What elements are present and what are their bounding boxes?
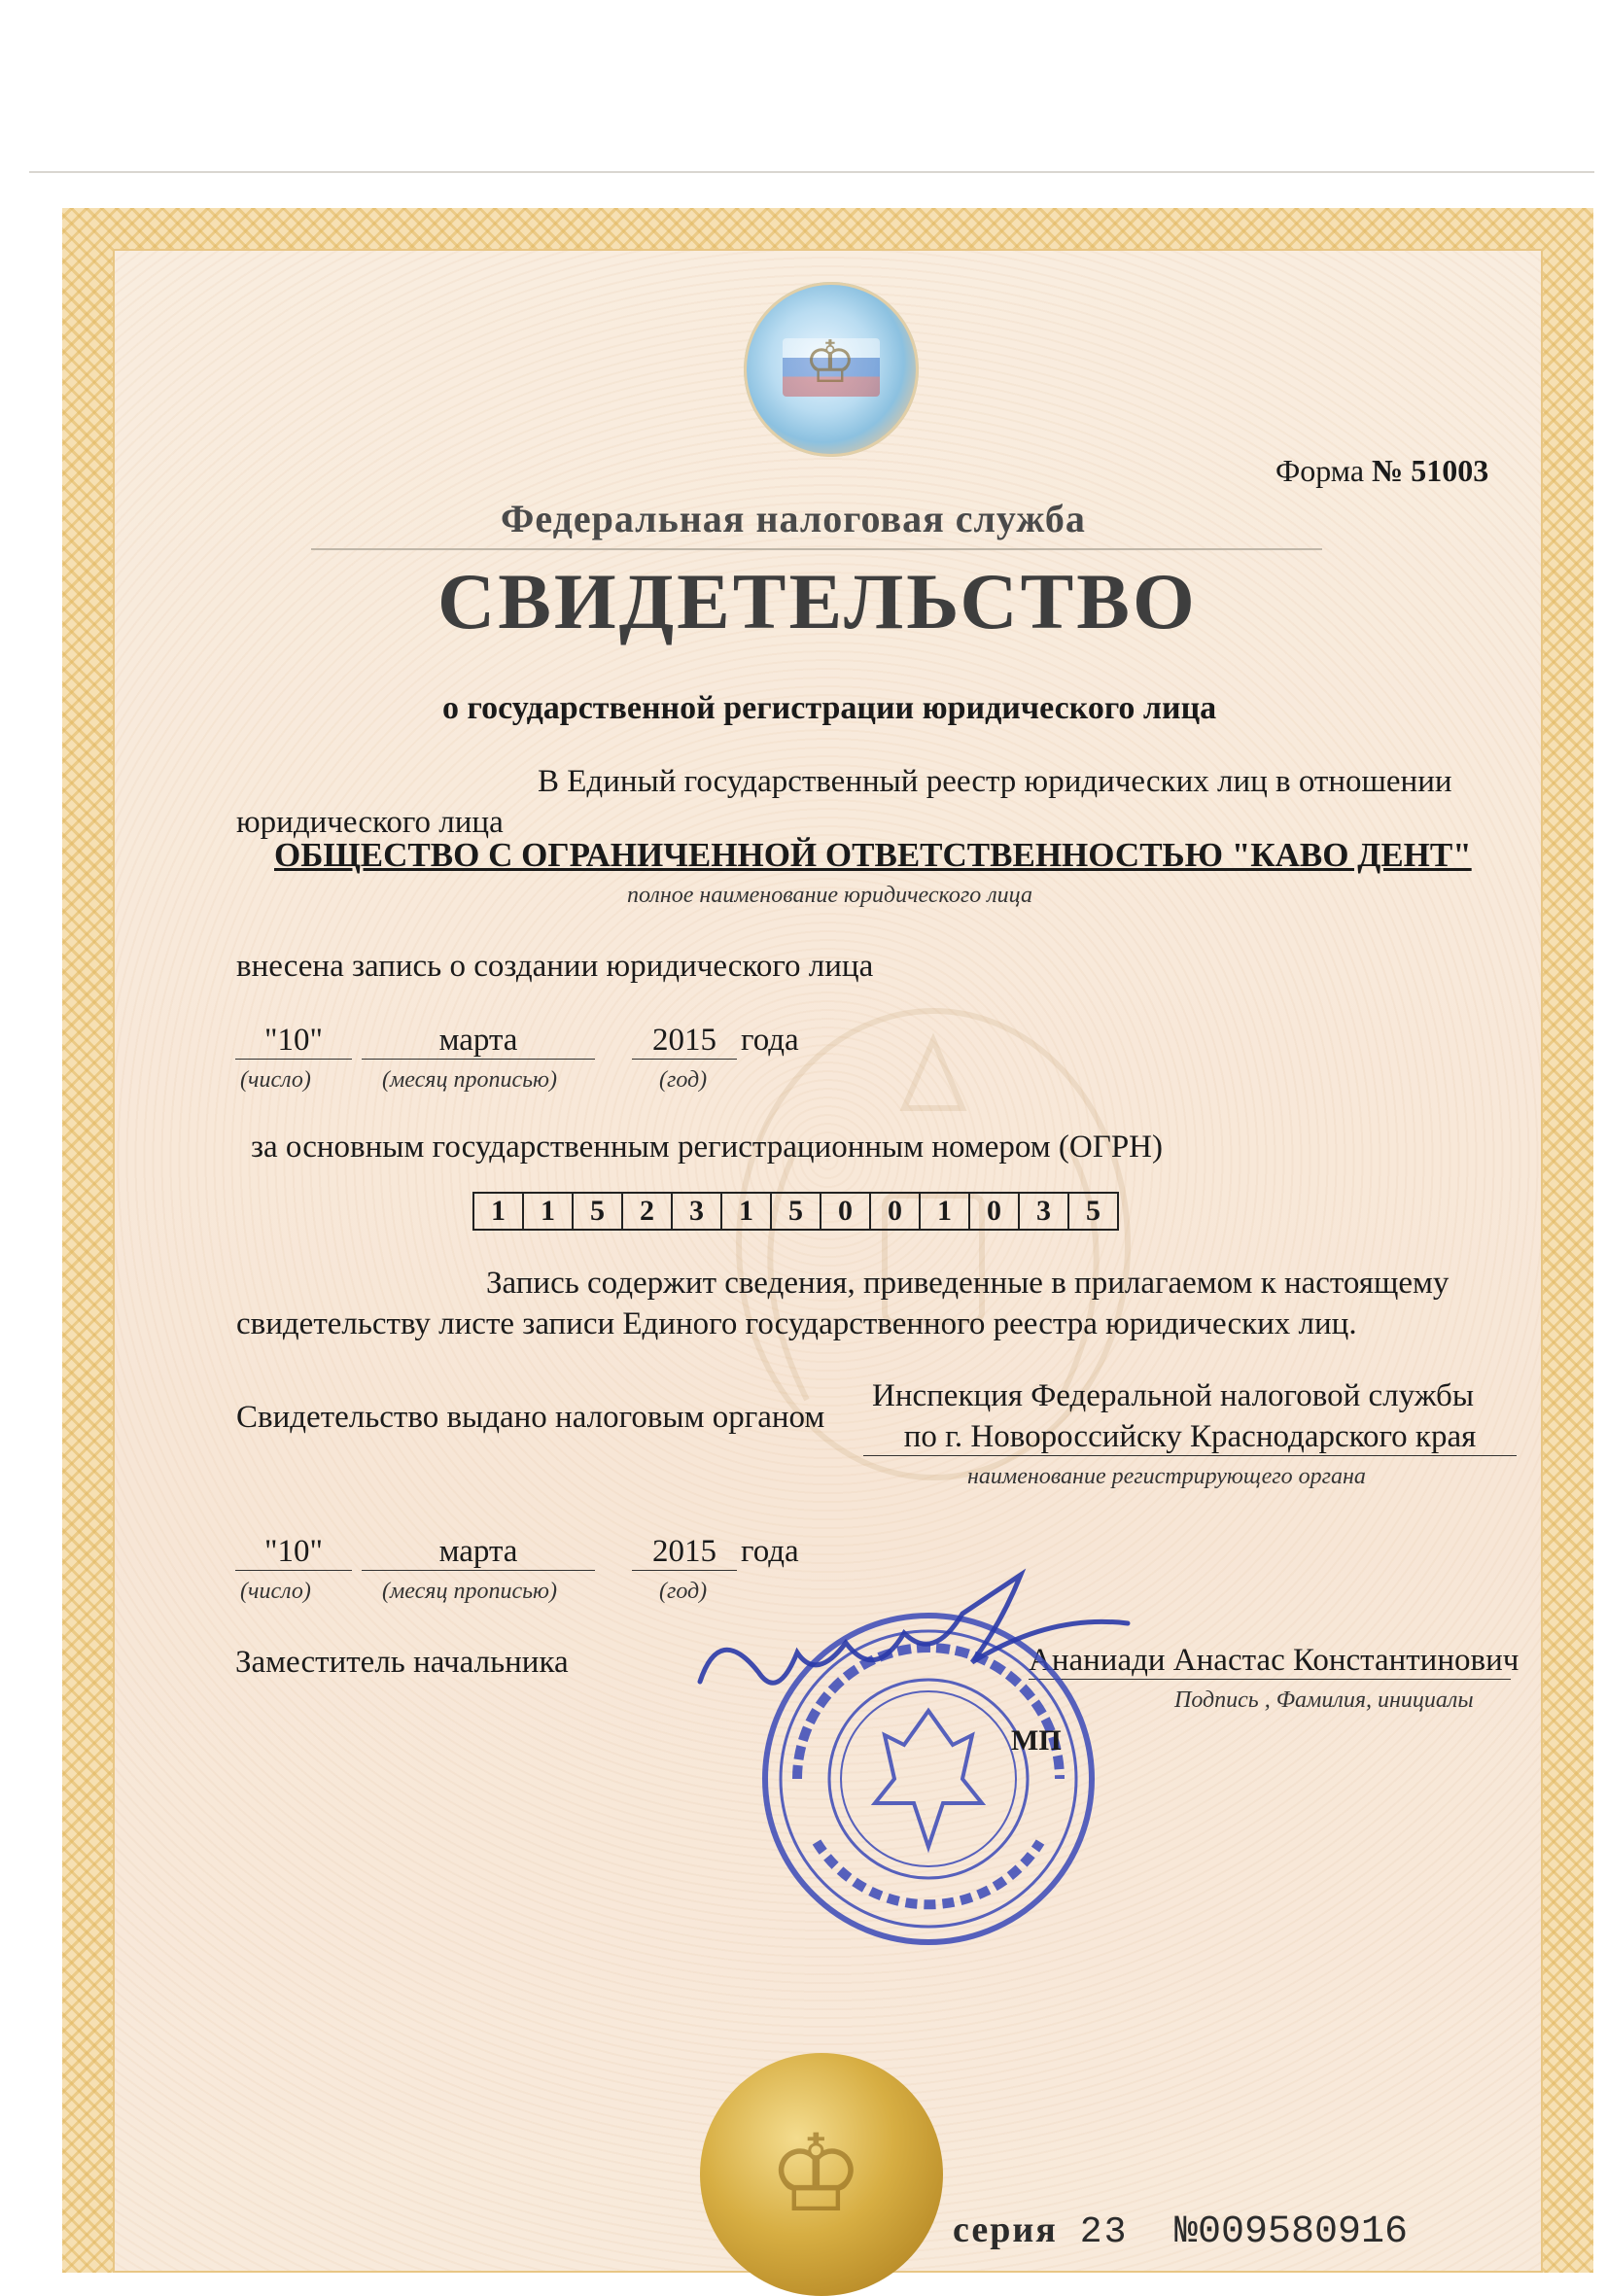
company-name: ОБЩЕСТВО С ОГРАНИЧЕННОЙ ОТВЕТСТВЕННОСТЬЮ "КАВО ДЕНТ" xyxy=(274,836,1472,874)
issued-by-label: Свидетельство выдано налоговым органом xyxy=(236,1400,825,1435)
ogrn-digit: 5 xyxy=(574,1194,623,1229)
scan-edge-line xyxy=(29,171,1594,173)
ogrn-digit: 1 xyxy=(722,1194,772,1229)
intro-text-line1: В Единый государственный реестр юридических лиц в отношении xyxy=(538,764,1452,799)
date1-year: 2015 xyxy=(632,1023,737,1060)
date1-day: "10" xyxy=(235,1023,352,1060)
ogrn-number xyxy=(472,1192,1119,1231)
eagle-icon: ♔ xyxy=(768,2115,864,2234)
ogrn-label: за основным государственным регистрационным номером (ОГРН) xyxy=(251,1130,1163,1165)
hologram-emblem xyxy=(744,282,919,457)
entry-text: внесена запись о создании юридического лица xyxy=(236,949,874,984)
page-title: СВИДЕТЕЛЬСТВО xyxy=(437,557,1198,645)
signer-name: Ананиади Анастас Константинович xyxy=(1029,1643,1520,1678)
ogrn-digit: 3 xyxy=(673,1194,722,1229)
divider xyxy=(311,548,1322,550)
record-text-line2: свидетельству листе записи Единого государственного реестра юридических лиц. xyxy=(236,1306,1357,1341)
issuer-line1: Инспекция Федеральной налоговой службы xyxy=(872,1378,1475,1413)
serie-label: серия 23 xyxy=(953,2209,1129,2253)
ogrn-digit: 5 xyxy=(772,1194,821,1229)
date2-day-hint: (число) xyxy=(240,1579,311,1604)
gold-seal xyxy=(700,2053,943,2296)
agency-name: Федеральная налоговая служба xyxy=(501,497,1086,540)
date1-month-hint: (месяц прописью) xyxy=(382,1067,557,1093)
date2-year-hint: (год) xyxy=(659,1579,708,1604)
signature-icon xyxy=(681,1555,1147,1721)
date2-year: 2015 xyxy=(632,1534,737,1571)
ogrn-digit: 0 xyxy=(871,1194,921,1229)
date1-year-suffix: года xyxy=(741,1023,799,1058)
company-name-hint: полное наименование юридического лица xyxy=(627,883,1032,908)
ogrn-digit: 3 xyxy=(1020,1194,1069,1229)
ogrn-digit: 5 xyxy=(1086,1195,1100,1227)
date1-year-hint: (год) xyxy=(659,1067,708,1093)
ogrn-digit: 1 xyxy=(474,1194,524,1229)
ogrn-digit: 0 xyxy=(821,1194,871,1229)
date2-year-suffix: года xyxy=(741,1534,799,1569)
eagle-icon: ♔ xyxy=(804,330,856,395)
intro-text-line2: юридического лица xyxy=(236,805,504,840)
page-subtitle: о государственной регистрации юридического лица xyxy=(442,690,1217,726)
stamp-mark: МП xyxy=(1011,1724,1062,1757)
ogrn-digit: 0 xyxy=(970,1194,1020,1229)
date2-day: "10" xyxy=(235,1534,352,1571)
date1-month: марта xyxy=(362,1023,595,1060)
document-number: №009580916 xyxy=(1174,2210,1409,2254)
date2-month-hint: (месяц прописью) xyxy=(382,1579,557,1604)
issuer-hint: наименование регистрирующего органа xyxy=(967,1464,1366,1489)
ogrn-digit: 1 xyxy=(524,1194,574,1229)
issuer-line2: по г. Новороссийску Краснодарского края xyxy=(863,1419,1517,1456)
ogrn-digit: 2 xyxy=(623,1194,673,1229)
record-text-line1: Запись содержит сведения, приведенные в прилагаемом к настоящему xyxy=(486,1266,1450,1301)
form-number: Форма № 51003 xyxy=(1275,453,1489,488)
date2-month: марта xyxy=(362,1534,595,1571)
signer-position: Заместитель начальника xyxy=(235,1645,569,1680)
signer-hint: Подпись , Фамилия, инициалы xyxy=(1174,1687,1474,1713)
ogrn-digit: 1 xyxy=(921,1194,970,1229)
date1-day-hint: (число) xyxy=(240,1067,311,1093)
